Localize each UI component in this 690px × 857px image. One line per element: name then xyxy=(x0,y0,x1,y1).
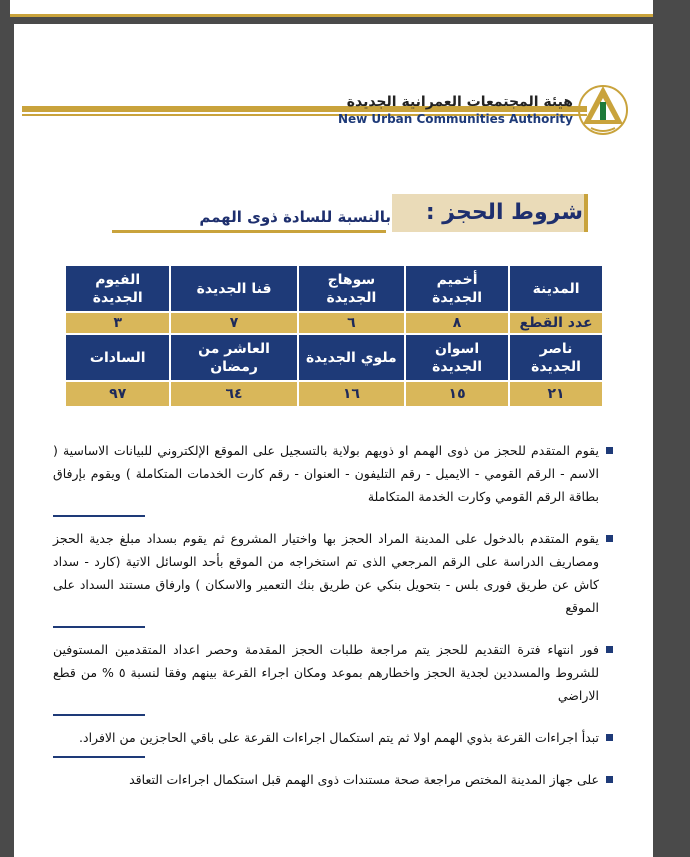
page-title: شروط الحجز : xyxy=(425,200,583,225)
table-cell: ملوي الجديدة xyxy=(299,335,404,380)
list-item-text: فور انتهاء فترة التقديم للحجز يتم مراجعة طلبات الحجز المقدمة وحصر اعداد المتقدمين المستوفين للشروط والمسددين لجدية الحجز واخطارهم بموعد ومكان اجراء القرعة بينهم وفقا لنسبة ٥ % من قطع الاراضي xyxy=(53,642,600,703)
table-cell: ٨ xyxy=(406,313,508,333)
table-cell: عدد القطع xyxy=(510,313,602,333)
subtitle-underline xyxy=(112,230,386,233)
table-cell: ٣ xyxy=(66,313,169,333)
org-name-arabic: هيئة المجتمعات العمرانية الجديدة xyxy=(346,94,573,110)
table-cell: ٧ xyxy=(171,313,296,333)
table-cell: المدينة xyxy=(510,266,602,311)
table-cell: ٦٤ xyxy=(171,382,296,406)
divider xyxy=(53,756,145,758)
table-cell: ناصر الجديدة xyxy=(510,335,602,380)
square-bullet-icon xyxy=(606,535,613,542)
cities-table xyxy=(64,264,604,408)
square-bullet-icon xyxy=(606,447,613,454)
list-item-text: يقوم المتقدم بالدخول على المدينة المراد الحجز بها واختيار المشروع ثم يقوم بسداد مبلغ جدية الحجز ومصاريف الدراسة على الرقم المرجعي الذى تم استخراجه من الموقع بأحد الوسائل الاتية (كارد - سداد كاش عن طريق فورى بلس - بتحويل بنكي عن طريق بنك التعمير والاسكان ) وارفاق مستند السداد على الموقع xyxy=(53,531,599,615)
table-cell: ٩٧ xyxy=(66,382,169,406)
table-cell: ٢١ xyxy=(510,382,602,406)
square-bullet-icon xyxy=(606,646,613,653)
list-item xyxy=(53,768,613,791)
list-item xyxy=(53,726,613,749)
divider xyxy=(53,714,145,716)
table-cell: اسوان الجديدة xyxy=(406,335,508,380)
table-row xyxy=(66,382,602,406)
list-item xyxy=(53,527,613,619)
table-cell: العاشر من رمضان xyxy=(171,335,296,380)
previous-page-edge xyxy=(10,0,653,17)
nuca-logo-icon xyxy=(577,80,629,136)
list-item-text: تبدأ اجراءات القرعة بذوي الهمم اولا ثم يتم استكمال اجراءات القرعة على باقي الحاجزين من الافراد. xyxy=(79,730,599,745)
table-cell: أخميم الجديدة xyxy=(406,266,508,311)
list-item xyxy=(53,638,613,707)
square-bullet-icon xyxy=(606,776,613,783)
table-cell: الفيوم الجديدة xyxy=(66,266,169,311)
divider xyxy=(53,515,145,517)
table-cell: ٦ xyxy=(299,313,404,333)
table-row xyxy=(66,313,602,333)
list-item-text: يقوم المتقدم للحجز من ذوى الهمم او ذويهم بولاية بالتسجيل على الموقع الإلكتروني للبيانات الاساسية ( الاسم - الرقم القومي - الايميل - رقم التليفون - العنوان - رقم كارت الخدمات المتكاملة ) ويقوم بإرفاق بطاقة الرقم القومي وكارت الخدمة المتكاملة xyxy=(53,443,599,504)
square-bullet-icon xyxy=(606,734,613,741)
list-item-text: على جهاز المدينة المختص مراجعة صحة مستندات ذوى الهمم قبل استكمال اجراءات التعاقد xyxy=(129,772,599,787)
table-cell: قنا الجديدة xyxy=(171,266,296,311)
document-page xyxy=(14,24,653,857)
page-subtitle: بالنسبة للسادة ذوى الهمم xyxy=(199,208,391,226)
table-cell: ١٥ xyxy=(406,382,508,406)
divider xyxy=(53,626,145,628)
table-cell: ١٦ xyxy=(299,382,404,406)
conditions-list xyxy=(53,439,613,791)
table-cell: سوهاج الجديدة xyxy=(299,266,404,311)
org-name-english: New Urban Communities Authority xyxy=(337,112,573,126)
list-item xyxy=(53,439,613,508)
table-row xyxy=(66,266,602,311)
table-row xyxy=(66,335,602,380)
table-cell: السادات xyxy=(66,335,169,380)
